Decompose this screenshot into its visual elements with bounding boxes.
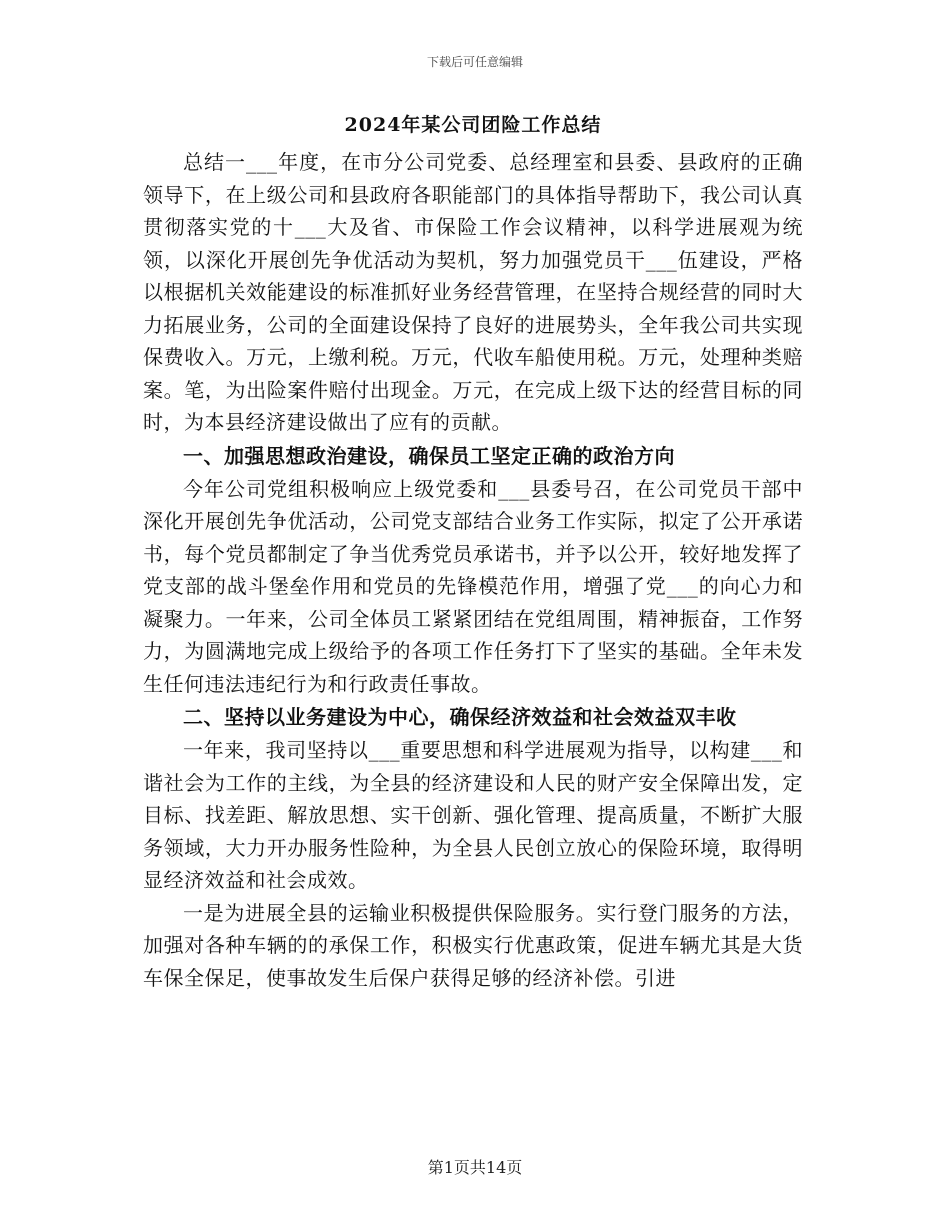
section-heading-2: 二、坚持以业务建设为中心，确保经济效益和社会效益双丰收 [183, 705, 737, 729]
paragraph-intro: 总结一___年度，在市分公司党委、总经理室和县委、县政府的正确领导下，在上级公司和县政府各职能部门的具体指导帮助下，我公司认真贯彻落实党的十___大及省、市保险工作会议精神，以科学进展观为统领，以深化开展创先争优活动为契机，努力加强党员干___伍建设，严格以根据机关效能建设的标准抓好业务经营管理，在坚持合规经营的同时大力拓展业务，公司的全面建设保持了良好的进展势头，全年我公司共实现保费收入。万元，上缴利税。万元，代收车船使用税。万元，处理种类赔案。笔，为出险案件赔付出现金。万元，在完成上级下达的经营目标的同时，为本县经济建设做出了应有的贡献。 [143, 150, 803, 434]
paragraph-section-1: 今年公司党组积极响应上级党委和___县委号召，在公司党员干部中深化开展创先争优活动，公司党支部结合业务工作实际，拟定了公开承诺书，每个党员都制定了争当优秀党员承诺书，并予以公开，较好地发挥了党支部的战斗堡垒作用和党员的先锋模范作用，增强了党___的向心力和凝聚力。一年来，公司全体员工紧紧团结在党组周围，精神振奋，工作努力，为圆满地完成上级给予的各项工作任务打下了坚实的基础。全年未发生任何违法违纪行为和行政责任事故。 [143, 476, 803, 696]
document-body [143, 110, 803, 994]
paragraph-section-2: 一年来，我司坚持以___重要思想和科学进展观为指导，以构建___和谐社会为工作的主线，为全县的经济建设和人民的财产安全保障出发，定目标、找差距、解放思想、实干创新、强化管理、提高质量，不断扩大服务领域，大力开办服务性险种，为全县人民创立放心的保险环境，取得明显经济效益和社会成效。 [143, 738, 803, 892]
document-title: 2024年某公司团险工作总结 [344, 114, 602, 136]
paragraph-section-2-item-1: 一是为进展全县的运输业积极提供保险服务。实行登门服务的方法，加强对各种车辆的的承保工作，积极实行优惠政策，促进车辆尤其是大货车保全保足，使事故发生后保户获得足够的经济补偿。引进 [143, 900, 803, 990]
section-heading-1: 一、加强思想政治建设，确保员工坚定正确的政治方向 [183, 443, 675, 468]
page-header-note: 下载后可任意编辑 [426, 55, 523, 69]
page-number: 第1页共14页 [427, 1158, 523, 1177]
